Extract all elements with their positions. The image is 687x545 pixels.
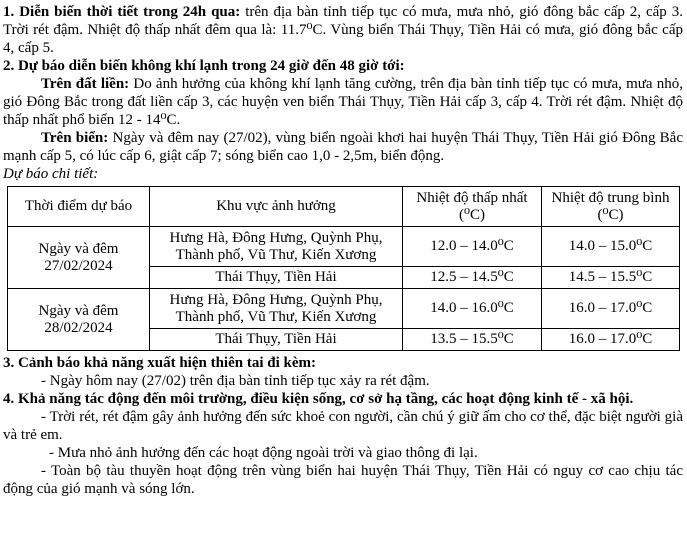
section-4-item: - Toàn bộ tàu thuyền hoạt động trên vùng biển hai huyện Thái Thụy, Tiền Hải có nguy cơ cao chịu tác động của gió mạnh và sóng lớn. [3,463,683,497]
cell-min-temp: 14.0 – 16.0⁰C [403,289,542,329]
section-3-heading: 3. Cảnh báo khả năng xuất hiện thiên tai đi kèm: [3,355,316,371]
on-land-paragraph [3,75,683,129]
cell-region: Hưng Hà, Đông Hưng, Quỳnh Phụ, Thành phố, Vũ Thư, Kiến Xương [150,227,403,267]
on-land-text: Do ảnh hưởng của không khí lạnh tăng cường, trên địa bàn tỉnh tiếp tục có mưa, mưa nhỏ, gió Đông Bắc trong đất liền cấp 3, các huyện ven biển Thái Thụy, Tiền Hải cấp 3, cấp 4. Trời rét đậm. Nhiệt độ thấp nhất phổ biến 12 - 14⁰C. [3,76,683,128]
on-land-label: Trên đất liền: [41,76,130,92]
cell-avg-temp: 16.0 – 17.0⁰C [542,329,680,351]
section-1-heading: 1. Diễn biến thời tiết trong 24h qua: [3,4,241,20]
cell-avg-temp: 14.5 – 15.5⁰C [542,267,680,289]
cell-region: Thái Thụy, Tiền Hải [150,267,403,289]
cell-avg-temp: 16.0 – 17.0⁰C [542,289,680,329]
on-sea-paragraph [3,129,683,165]
header-affected-area: Khu vực ảnh hưởng [150,187,403,227]
on-sea-label: Trên biển: [41,130,109,146]
cell-time-2802: Ngày và đêm 28/02/2024 [8,289,150,351]
header-min-temp: Nhiệt độ thấp nhất (⁰C) [403,187,542,227]
header-avg-temp: Nhiệt độ trung bình (⁰C) [542,187,680,227]
header-forecast-time: Thời điểm dự báo [8,187,150,227]
section-1-text: trên địa bàn tỉnh tiếp tục có mưa, mưa nhỏ, gió đông bắc cấp 2, cấp 3. Trời rét đậm. Nhiệt độ thấp nhất đêm qua là: 11.7⁰C. Vùng biển Thái Thụy, Tiền Hải có mưa, gió đông bắc cấp 4, cấp 5. [3,4,684,56]
cell-min-temp: 12.5 – 14.5⁰C [403,267,542,289]
forecast-table [7,186,680,351]
cell-avg-temp: 14.0 – 15.0⁰C [542,227,680,267]
cell-min-temp: 12.0 – 14.0⁰C [403,227,542,267]
section-2-heading: 2. Dự báo diễn biến không khí lạnh trong 24 giờ đến 48 giờ tới: [3,58,405,74]
detail-forecast-caption: Dự báo chi tiết: [3,166,99,182]
section-4-item: - Mưa nhỏ ảnh hưởng đến các hoạt động ngoài trời và giao thông đi lại. [49,445,478,461]
cell-region: Thái Thụy, Tiền Hải [150,329,403,351]
cell-region: Hưng Hà, Đông Hưng, Quỳnh Phụ, Thành phố, Vũ Thư, Kiến Xương [150,289,403,329]
cell-time-2702: Ngày và đêm 27/02/2024 [8,227,150,289]
table-header-row [8,187,680,227]
cell-min-temp: 13.5 – 15.5⁰C [403,329,542,351]
section-4-heading: 4. Khả năng tác động đến môi trường, điều kiện sống, cơ sở hạ tầng, các hoạt động kinh tế - xã hội. [3,391,634,407]
section-3-item: - Ngày hôm nay (27/02) trên địa bàn tỉnh tiếp tục xảy ra rét đậm. [41,373,430,389]
section-4-item: - Trời rét, rét đậm gây ảnh hưởng đến sức khoẻ con người, cần chú ý giữ ấm cho cơ thể, đặc biệt người già và trẻ em. [3,409,683,443]
section-1-paragraph [3,3,683,57]
table-row [8,227,680,267]
table-row [8,289,680,329]
on-sea-text: Ngày và đêm nay (27/02), vùng biển ngoài khơi hai huyện Thái Thụy, Tiền Hải gió Đông Bắc mạnh cấp 5, có lúc cấp 6, giật cấp 7; sóng biển cao 1,0 - 2,5m, biển động. [3,130,684,164]
